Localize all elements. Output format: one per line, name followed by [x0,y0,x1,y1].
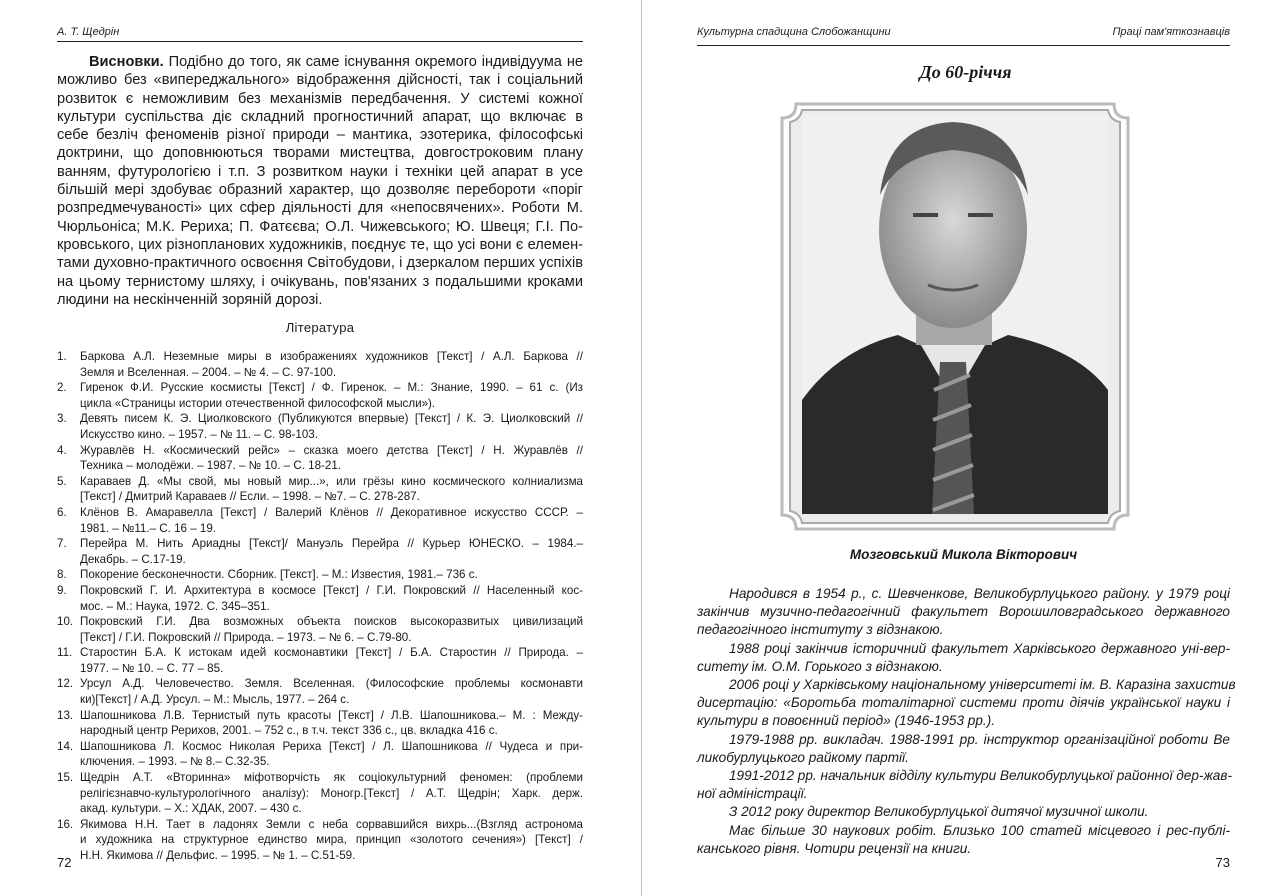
portrait-caption: Мозговський Микола Вікторович [849,547,1078,562]
text-line [57,273,583,291]
reference-number: 8. [57,568,67,582]
reference-line: Декабрь. – С.17-19. [80,552,186,566]
reference-line: [Текст] / Г.И. Покровский // Природа. – 1973. – № 6. – С.79-80. [80,630,412,644]
bio-line: культури в повоєнний період» (1946-1953 рр.). [697,713,996,729]
reference-line: релігієзнавчо-культурологічного аналізу): Моногр.[Текст] / А.Т. Щедрін; Харк. держ. [80,786,583,800]
reference-item [57,676,583,707]
reference-item [57,614,583,645]
bio-line: ликобурлуцького райкому партії. [697,749,909,765]
reference-number: 5. [57,474,67,488]
conclusion-lead: Висновки. [89,54,164,70]
bio-paragraph [697,767,1230,803]
reference-line: Искусство кино. – 1957. – № 11. – С. 98-103. [80,427,318,441]
reference-item [57,443,583,474]
bio-line: закінчив музично-педагогічний факультет Ворошиловградського державного [697,604,1230,620]
bio-paragraph [697,803,1230,821]
reference-number: 6. [57,505,67,519]
reference-line: акад. культури. – Х.: ХДАК, 2007. – 430 с. [80,802,302,816]
reference-line: Н.Н. Якимова // Дельфис. – 1995. – № 1. – С.51-59. [80,849,356,862]
reference-item [57,708,583,739]
reference-line: Шапошникова Л.В. Тернистый путь красоты [Текст] / Л.В. Шапошникова.– М. : Между- [80,708,583,722]
reference-list [57,349,583,864]
text-line [57,71,583,89]
reference-number: 10. [57,615,74,629]
text-line [57,236,583,254]
bio-line: 2006 році у Харківському національному університеті ім. В. Каразіна захистив [729,677,1236,693]
line-text: людини на нескінченній зоряній дорозі. [57,291,323,308]
biography-text [697,585,1236,858]
text-line [57,126,583,144]
reference-number: 1. [57,350,67,363]
page-number: 72 [57,855,72,870]
running-head-author: А. Т. Щедрін [57,26,120,38]
portrait-photo [778,100,1132,533]
reference-line: Девять писем К. Э. Циолковского (Публикуются впервые) [Текст] / К. Э. Циолковский // [80,412,583,426]
line-text: Чюрльоніса; М.К. Рериха; П. Фатєєва; О.Л. Чижевського; Ю. Швеця; Г.І. По- [57,218,583,235]
reference-item [57,817,583,864]
header-rule [57,41,583,42]
reference-number: 4. [57,443,67,457]
reference-line: Шапошникова Л. Космос Николая Рериха [Текст] / Л. Шапошникова // Чудеса и при- [80,739,583,753]
text-line [57,291,583,309]
line-text: можливо без «випереджального» відображення дійсності, так і соціальний [57,72,583,89]
reference-number: 9. [57,583,67,597]
reference-line: 1977. – № 10. – С. 77 – 85. [80,661,224,675]
reference-number: 13. [57,708,74,722]
line-text: розвиток є неможливим без механізмів передбачення. У системі кожної [57,90,583,107]
reference-line: Баркова А.Л. Неземные миры в изображениях художников [Текст] / А.Л. Баркова // [80,350,583,363]
line-text: кровського, цих різнопланових художників, поєднує те, що усі вони є елемен- [57,236,583,253]
text-line [57,181,583,199]
bio-line: Народився в 1954 р., с. Шевченкове, Великобурлуцького району. у 1979 році [729,586,1230,601]
line-text: Подібно до того, як саме існування окремого індивідуума не [168,54,583,70]
reference-item [57,645,583,676]
reference-line: цикла «Страницы истории отечественной философской мысли»). [80,396,436,410]
conclusion-paragraph [57,53,583,309]
text-line [57,108,583,126]
line-text: ванням, футурологією і т.п. З розвитком науки і техніки цей апарат в усе [57,163,583,180]
header-rule [697,45,1230,46]
bio-line: Має більше 30 наукових робіт. Близько 100 статей місцевого і рес-публі- [729,822,1230,838]
reference-number: 16. [57,817,74,831]
reference-item [57,349,583,380]
reference-item [57,474,583,505]
reference-line: Покровский Г. И. Архитектура в космосе [Текст] / Г.И. Покровский // Населенный кос- [80,583,583,597]
line-text: доктрини, що доповнюються творами мистецтва, довгостроковим плану [57,145,583,162]
reference-line: Щедрін А.Т. «Вторинна» міфотворчість як соціокультурний феномен: (проблеми [80,771,583,785]
reference-line: ключения. – 1993. – № 8.– С.32-35. [80,755,270,769]
reference-line: Покорение бесконечности. Сборник. [Текст]. – М.: Известия, 1981.– 736 с. [80,568,478,582]
bio-paragraph [697,731,1230,767]
reference-number: 3. [57,412,67,426]
bio-paragraph [697,676,1236,731]
text-line [57,144,583,162]
bio-paragraph [697,640,1230,676]
reference-line: Гиренок Ф.И. Русские космисты [Текст] / Ф. Гиренок. – М.: Знание, 1990. – 61 с. (Из [80,381,583,395]
reference-line: Клёнов В. Амаравелла [Текст] / Валерий Клёнов // Декоративное искусство СССР. – [80,505,583,519]
reference-line: 1981. – №11.– С. 16 – 19. [80,521,216,535]
reference-line: Техника – молодёжи. – 1987. – № 10. – С. 18-21. [80,459,342,473]
article-title: До 60-річчя [919,62,1012,82]
line-text: культури суспільства діє складний прогностичний апарат, що включає в [57,108,583,125]
reference-line: [Текст] / Дмитрий Караваев // Если. – 1998. – №7. – С. 278-287. [80,490,420,504]
reference-item [57,739,583,770]
reference-line: Караваев Д. «Мы свой, мы новый мир...», или грёзы кино космического колниализма [80,474,583,488]
text-line [57,199,583,217]
reference-item [57,505,583,536]
bio-paragraph [697,585,1230,640]
reference-line: Старостин Б.А. К истокам идей космонавтики [Текст] / Б.А. Старостин // Природа. – [80,646,583,660]
line-text: себе безліч феноменів різної природи – мантика, эзотерика, філософські [57,127,583,144]
reference-line: и художника на структурное единство мира, принцип «золотого сечения») [Текст] / [80,833,583,847]
page-number: 73 [1215,855,1230,870]
text-line [57,218,583,236]
reference-line: Якимова Н.Н. Тает в ладонях Земли с неба сорвавшийся вихрь...(Взгляд астронома [80,817,583,831]
text-line [57,254,583,272]
left-page [0,0,642,896]
reference-number: 14. [57,739,74,753]
reference-item [57,380,583,411]
reference-item [57,411,583,442]
text-line [57,90,583,108]
reference-item [57,583,583,614]
reference-line: народный центр Рерихов, 2001. – 752 с., в т.ч. текст 336 с., цв. вкладка 416 с. [80,724,498,738]
reference-item [57,536,583,567]
reference-item [57,770,583,817]
bio-line: 1988 році закінчив історичний факультет Харківського державного уні-вер- [729,640,1230,656]
line-text: тами духовно-практичного освоєння Світобудови, і дзеркалом перших успіхів [57,255,583,272]
bio-line: ситету ім. О.М. Горького з відзнакою. [697,658,943,674]
literature-heading: Література [285,320,355,335]
line-text: розпредмечуваності» цих сфер діяльності для «непосвячених». Роботи М. [57,200,583,217]
bio-line: 1979-1988 рр. викладач. 1988-1991 рр. інструктор організаційної роботи Ве [729,731,1230,747]
reference-line: ки)[Текст] / А.Д. Урсул. – М.: Мысль, 1977. – 264 с. [80,693,350,707]
bio-line: канського рівня. Чотири рецензії на книги. [697,840,972,856]
reference-line: мос. – М.: Наука, 1972. С. 345–351. [80,599,270,613]
reference-number: 15. [57,771,74,785]
text-line [57,53,583,71]
bio-line: 1991-2012 рр. начальник відділу культури Великобурлуцької районної дер-жав- [729,768,1232,784]
reference-line: Покровский Г.И. Два возможных объекта поисков высокоразвитых цивилизаций [80,615,583,629]
reference-number: 12. [57,677,74,691]
reference-number: 7. [57,537,67,551]
running-head-collection: Культурна спадщина Слобожанщини [697,26,891,38]
reference-line: Перейра М. Нить Ариадны [Текст]/ Мануэль Перейра // Курьер ЮНЕСКО. – 1984.– [80,537,583,551]
bio-line: педагогічного інституту з відзнакою. [697,622,944,638]
bio-line: З 2012 року директор Великобурлуцької дитячої музичної школи. [729,804,1149,820]
line-text: більшій мері здобуває образний характер, що дозволяє перебороти «поріг [57,182,583,199]
reference-item [57,567,583,583]
right-page [643,0,1288,896]
running-head-section: Праці пам'яткознавців [1112,26,1230,38]
reference-number: 2. [57,381,67,395]
reference-line: Урсул А.Д. Человечество. Земля. Вселенная. (Философские проблемы космонавти [80,677,583,691]
reference-line: Журавлёв Н. «Космический рейс» – сказка моего детства [Текст] / Н. Журавлёв // [80,443,583,457]
text-line [57,163,583,181]
reference-line: Земля и Вселенная. – 2004. – № 4. – С. 97-100. [80,365,337,379]
reference-number: 11. [57,646,73,660]
line-text: на цьому тернистому шляху, і очікувань, пов'язаних з подальшими кроками [57,273,583,290]
bio-line: ної адміністрації. [697,786,808,802]
bio-line: дисертацію: «Боротьба тоталітарної системи проти діячів української науки і [697,695,1230,711]
bio-paragraph [697,822,1230,858]
